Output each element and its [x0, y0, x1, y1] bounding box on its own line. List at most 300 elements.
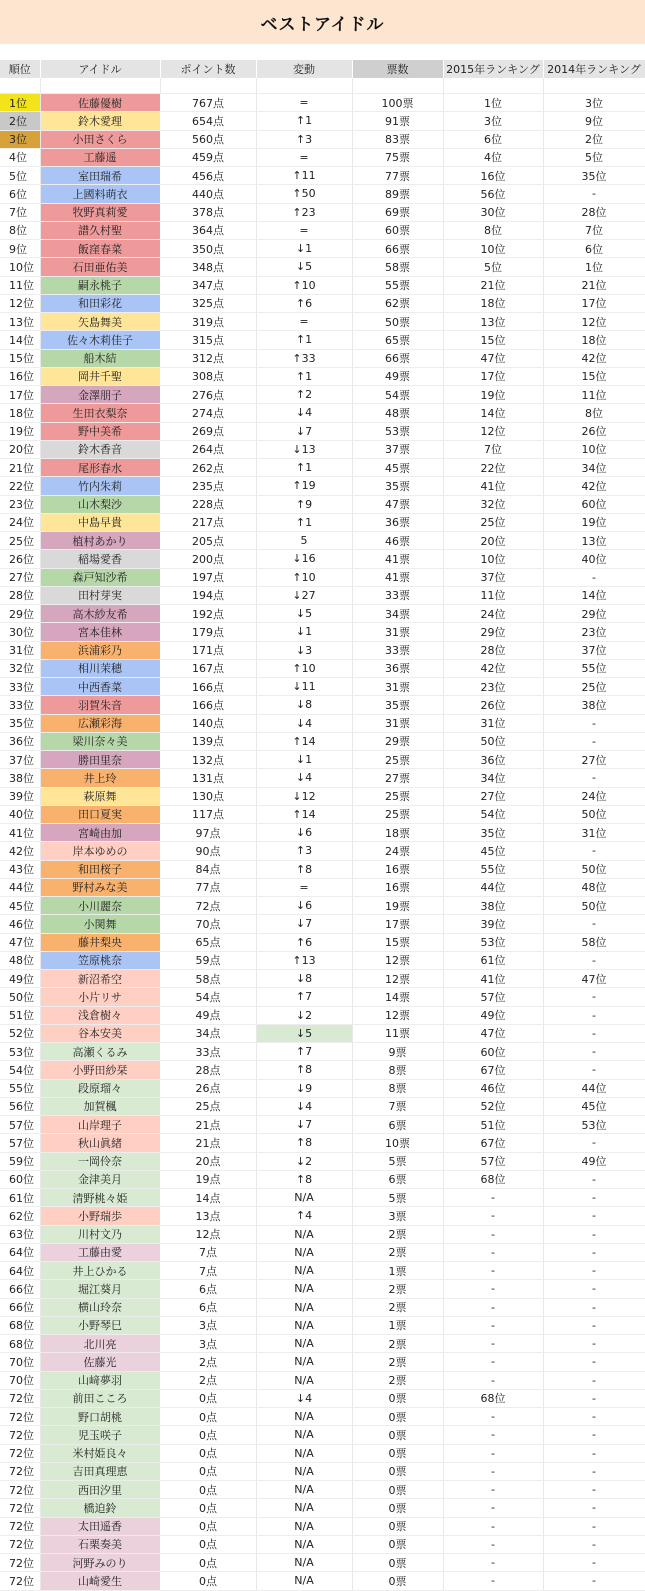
votes-cell: 2票 — [352, 1353, 443, 1371]
votes-cell: 0票 — [352, 1426, 443, 1444]
blank-cell — [0, 78, 40, 94]
change-cell: ↓1 — [256, 240, 352, 258]
rank-cell: 18位 — [0, 404, 40, 422]
ranking-2014-cell: 42位 — [543, 349, 645, 367]
table-row — [0, 1462, 645, 1480]
ranking-2015-cell: 50位 — [443, 732, 543, 750]
points-cell: 132点 — [160, 751, 256, 769]
change-cell: ↑3 — [256, 130, 352, 148]
change-cell: N/A — [256, 1517, 352, 1535]
table-row — [0, 988, 645, 1006]
idol-name-cell: 宮崎由加 — [40, 824, 160, 842]
points-cell: 0点 — [160, 1462, 256, 1480]
change-cell: ↑7 — [256, 988, 352, 1006]
ranking-2015-cell: 1位 — [443, 94, 543, 112]
idol-name-cell: 一岡伶奈 — [40, 1152, 160, 1170]
idol-name-cell: 前田こころ — [40, 1389, 160, 1407]
ranking-2014-cell: 2位 — [543, 130, 645, 148]
change-cell: ↑19 — [256, 477, 352, 495]
table-row — [0, 933, 645, 951]
ranking-2014-cell: 12位 — [543, 313, 645, 331]
idol-name-cell: 浅倉樹々 — [40, 1006, 160, 1024]
table-row — [0, 824, 645, 842]
table-row — [0, 440, 645, 458]
ranking-2014-cell: - — [543, 1189, 645, 1207]
ranking-2014-cell: 11位 — [543, 386, 645, 404]
votes-cell: 47票 — [352, 495, 443, 513]
points-cell: 12点 — [160, 1225, 256, 1243]
votes-cell: 2票 — [352, 1225, 443, 1243]
change-cell: N/A — [256, 1262, 352, 1280]
votes-cell: 24票 — [352, 842, 443, 860]
ranking-2014-cell: 3位 — [543, 94, 645, 112]
idol-name-cell: 小野瑞歩 — [40, 1207, 160, 1225]
idol-name-cell: 岡井千聖 — [40, 367, 160, 385]
table-row — [0, 787, 645, 805]
table-row — [0, 422, 645, 440]
votes-cell: 31票 — [352, 678, 443, 696]
ranking-2015-cell: 61位 — [443, 951, 543, 969]
points-cell: 325点 — [160, 294, 256, 312]
idol-name-cell: 堀江葵月 — [40, 1280, 160, 1298]
change-cell: ↓2 — [256, 1152, 352, 1170]
idol-name-cell: 高木紗友希 — [40, 605, 160, 623]
votes-cell: 25票 — [352, 787, 443, 805]
votes-cell: 35票 — [352, 696, 443, 714]
votes-cell: 7票 — [352, 1097, 443, 1115]
ranking-2014-cell: - — [543, 951, 645, 969]
votes-cell: 49票 — [352, 367, 443, 385]
rank-cell: 64位 — [0, 1262, 40, 1280]
ranking-2014-cell: 58位 — [543, 933, 645, 951]
rank-cell: 5位 — [0, 167, 40, 185]
ranking-2014-cell: 21位 — [543, 276, 645, 294]
header-idol: アイドル — [40, 60, 160, 78]
votes-cell: 0票 — [352, 1481, 443, 1499]
ranking-2015-cell: 26位 — [443, 696, 543, 714]
table-row — [0, 732, 645, 750]
points-cell: 459点 — [160, 148, 256, 166]
table-row — [0, 1152, 645, 1170]
change-cell: N/A — [256, 1554, 352, 1572]
ranking-2014-cell: 50位 — [543, 805, 645, 823]
ranking-2014-cell: - — [543, 1225, 645, 1243]
ranking-2015-cell: 67位 — [443, 1134, 543, 1152]
ranking-2014-cell: 6位 — [543, 240, 645, 258]
points-cell: 2点 — [160, 1371, 256, 1389]
ranking-2015-cell: - — [443, 1371, 543, 1389]
header-votes: 票数 — [352, 60, 443, 78]
idol-name-cell: 梁川奈々美 — [40, 732, 160, 750]
votes-cell: 34票 — [352, 605, 443, 623]
ranking-2015-cell: 27位 — [443, 787, 543, 805]
change-cell: ↓1 — [256, 751, 352, 769]
ranking-2015-cell: 44位 — [443, 878, 543, 896]
blank-cell — [256, 78, 352, 94]
ranking-2014-cell: - — [543, 1499, 645, 1517]
change-cell: ↑1 — [256, 112, 352, 130]
ranking-2014-cell: 27位 — [543, 751, 645, 769]
ranking-2014-cell: 48位 — [543, 878, 645, 896]
table-row — [0, 751, 645, 769]
points-cell: 166点 — [160, 678, 256, 696]
points-cell: 84点 — [160, 860, 256, 878]
ranking-2014-cell: - — [543, 732, 645, 750]
points-cell: 315点 — [160, 331, 256, 349]
votes-cell: 33票 — [352, 586, 443, 604]
rank-cell: 7位 — [0, 203, 40, 221]
rank-cell: 56位 — [0, 1097, 40, 1115]
rank-cell: 62位 — [0, 1207, 40, 1225]
change-cell: ↓2 — [256, 1006, 352, 1024]
table-row — [0, 495, 645, 513]
ranking-2014-cell: 19位 — [543, 513, 645, 531]
ranking-2014-cell: - — [543, 1572, 645, 1590]
change-cell: ↓6 — [256, 897, 352, 915]
idol-name-cell: 広瀬彩海 — [40, 714, 160, 732]
change-cell: ↑10 — [256, 659, 352, 677]
ranking-2015-cell: - — [443, 1243, 543, 1261]
rank-cell: 37位 — [0, 751, 40, 769]
idol-name-cell: 小田さくら — [40, 130, 160, 148]
ranking-2015-cell: 17位 — [443, 367, 543, 385]
change-cell: ↑11 — [256, 167, 352, 185]
ranking-2014-cell: - — [543, 1298, 645, 1316]
ranking-2014-cell: 53位 — [543, 1116, 645, 1134]
change-cell: N/A — [256, 1535, 352, 1553]
idol-name-cell: 野中美希 — [40, 422, 160, 440]
change-cell: ↓8 — [256, 696, 352, 714]
ranking-2015-cell: 23位 — [443, 678, 543, 696]
votes-cell: 46票 — [352, 532, 443, 550]
table-row — [0, 605, 645, 623]
votes-cell: 0票 — [352, 1554, 443, 1572]
ranking-2015-cell: 16位 — [443, 167, 543, 185]
table-row — [0, 1043, 645, 1061]
ranking-2015-cell: 68位 — [443, 1170, 543, 1188]
ranking-2014-cell: 50位 — [543, 860, 645, 878]
idol-name-cell: 尾形春水 — [40, 459, 160, 477]
change-cell: N/A — [256, 1481, 352, 1499]
ranking-2015-cell: 28位 — [443, 641, 543, 659]
votes-cell: 91票 — [352, 112, 443, 130]
change-cell: N/A — [256, 1316, 352, 1334]
ranking-2014-cell: - — [543, 1481, 645, 1499]
votes-cell: 29票 — [352, 732, 443, 750]
table-row — [0, 1262, 645, 1280]
votes-cell: 54票 — [352, 386, 443, 404]
idol-name-cell: 浜浦彩乃 — [40, 641, 160, 659]
rank-cell: 9位 — [0, 240, 40, 258]
points-cell: 49点 — [160, 1006, 256, 1024]
votes-cell: 5票 — [352, 1152, 443, 1170]
rank-cell: 12位 — [0, 294, 40, 312]
ranking-2015-cell: 15位 — [443, 331, 543, 349]
rank-cell: 48位 — [0, 951, 40, 969]
change-cell: ↑10 — [256, 276, 352, 294]
table-row — [0, 1316, 645, 1334]
rank-cell: 40位 — [0, 805, 40, 823]
idol-name-cell: 矢島舞美 — [40, 313, 160, 331]
table-row — [0, 331, 645, 349]
idol-name-cell: 石田亜佑美 — [40, 258, 160, 276]
change-cell: ↓4 — [256, 769, 352, 787]
points-cell: 0点 — [160, 1572, 256, 1590]
change-cell: ↑1 — [256, 513, 352, 531]
ranking-2014-cell: 18位 — [543, 331, 645, 349]
change-cell: N/A — [256, 1499, 352, 1517]
ranking-2014-cell: - — [543, 1535, 645, 1553]
change-cell: ↓7 — [256, 422, 352, 440]
points-cell: 274点 — [160, 404, 256, 422]
rank-cell: 47位 — [0, 933, 40, 951]
rank-cell: 61位 — [0, 1189, 40, 1207]
votes-cell: 35票 — [352, 477, 443, 495]
points-cell: 25点 — [160, 1097, 256, 1115]
change-cell: ↓4 — [256, 714, 352, 732]
points-cell: 6点 — [160, 1298, 256, 1316]
change-cell: N/A — [256, 1189, 352, 1207]
points-cell: 308点 — [160, 367, 256, 385]
ranking-2014-cell: - — [543, 1389, 645, 1407]
ranking-2015-cell: 42位 — [443, 659, 543, 677]
table-row — [0, 258, 645, 276]
votes-cell: 65票 — [352, 331, 443, 349]
ranking-2015-cell: 20位 — [443, 532, 543, 550]
votes-cell: 31票 — [352, 714, 443, 732]
ranking-2015-cell: 47位 — [443, 349, 543, 367]
idol-name-cell: 横山玲奈 — [40, 1298, 160, 1316]
ranking-2014-cell: - — [543, 568, 645, 586]
change-cell: ↑13 — [256, 951, 352, 969]
ranking-2014-cell: - — [543, 988, 645, 1006]
ranking-2014-cell: - — [543, 1043, 645, 1061]
table-row — [0, 1134, 645, 1152]
ranking-2015-cell: 38位 — [443, 897, 543, 915]
change-cell: N/A — [256, 1444, 352, 1462]
ranking-2015-cell: 11位 — [443, 586, 543, 604]
ranking-2014-cell: 28位 — [543, 203, 645, 221]
table-row — [0, 842, 645, 860]
ranking-2015-cell: 4位 — [443, 148, 543, 166]
points-cell: 179点 — [160, 623, 256, 641]
idol-name-cell: 秋山眞緒 — [40, 1134, 160, 1152]
change-cell: ↓12 — [256, 787, 352, 805]
table-row — [0, 148, 645, 166]
rank-cell: 59位 — [0, 1152, 40, 1170]
rank-cell: 57位 — [0, 1116, 40, 1134]
change-cell: ↑50 — [256, 185, 352, 203]
change-cell: ↑23 — [256, 203, 352, 221]
change-cell: ↑10 — [256, 568, 352, 586]
rank-cell: 29位 — [0, 605, 40, 623]
ranking-2015-cell: - — [443, 1426, 543, 1444]
points-cell: 167点 — [160, 659, 256, 677]
change-cell: ↓4 — [256, 404, 352, 422]
table-row — [0, 1298, 645, 1316]
change-cell: N/A — [256, 1426, 352, 1444]
points-cell: 166点 — [160, 696, 256, 714]
page-title: ベストアイドル — [0, 0, 645, 44]
points-cell: 65点 — [160, 933, 256, 951]
votes-cell: 6票 — [352, 1116, 443, 1134]
table-row — [0, 1353, 645, 1371]
change-cell: N/A — [256, 1371, 352, 1389]
rank-cell: 72位 — [0, 1426, 40, 1444]
rank-cell: 4位 — [0, 148, 40, 166]
rank-cell: 19位 — [0, 422, 40, 440]
change-cell: ↓4 — [256, 1389, 352, 1407]
change-cell: ↑8 — [256, 1170, 352, 1188]
idol-name-cell: 宮本佳林 — [40, 623, 160, 641]
rank-cell: 36位 — [0, 732, 40, 750]
ranking-2014-cell: - — [543, 915, 645, 933]
table-row — [0, 1207, 645, 1225]
rank-cell: 66位 — [0, 1280, 40, 1298]
votes-cell: 37票 — [352, 440, 443, 458]
votes-cell: 14票 — [352, 988, 443, 1006]
ranking-2014-cell: - — [543, 769, 645, 787]
idol-name-cell: 小川麗奈 — [40, 897, 160, 915]
votes-cell: 48票 — [352, 404, 443, 422]
change-cell: ↓9 — [256, 1079, 352, 1097]
votes-cell: 19票 — [352, 897, 443, 915]
table-row — [0, 477, 645, 495]
table-row — [0, 1371, 645, 1389]
rank-cell: 3位 — [0, 130, 40, 148]
table-row — [0, 1225, 645, 1243]
votes-cell: 100票 — [352, 94, 443, 112]
ranking-2014-cell: 29位 — [543, 605, 645, 623]
points-cell: 97点 — [160, 824, 256, 842]
ranking-2014-cell: - — [543, 1554, 645, 1572]
idol-name-cell: 河野みのり — [40, 1554, 160, 1572]
blank-row — [0, 78, 645, 94]
points-cell: 440点 — [160, 185, 256, 203]
rank-cell: 30位 — [0, 623, 40, 641]
ranking-2014-cell: 7位 — [543, 221, 645, 239]
votes-cell: 33票 — [352, 641, 443, 659]
ranking-2014-cell: 8位 — [543, 404, 645, 422]
rank-cell: 11位 — [0, 276, 40, 294]
votes-cell: 2票 — [352, 1335, 443, 1353]
points-cell: 200点 — [160, 550, 256, 568]
rank-cell: 26位 — [0, 550, 40, 568]
points-cell: 312点 — [160, 349, 256, 367]
points-cell: 217点 — [160, 513, 256, 531]
idol-name-cell: 船木結 — [40, 349, 160, 367]
votes-cell: 0票 — [352, 1462, 443, 1480]
rank-cell: 63位 — [0, 1225, 40, 1243]
idol-name-cell: 和田桜子 — [40, 860, 160, 878]
table-row — [0, 386, 645, 404]
change-cell: = — [256, 148, 352, 166]
points-cell: 348点 — [160, 258, 256, 276]
ranking-2014-cell: 38位 — [543, 696, 645, 714]
ranking-2015-cell: 13位 — [443, 313, 543, 331]
votes-cell: 50票 — [352, 313, 443, 331]
table-row — [0, 294, 645, 312]
ranking-2015-cell: 32位 — [443, 495, 543, 513]
idol-name-cell: 山崎愛生 — [40, 1572, 160, 1590]
idol-name-cell: 藤井梨央 — [40, 933, 160, 951]
table-row — [0, 769, 645, 787]
table-row — [0, 459, 645, 477]
idol-name-cell: 小関舞 — [40, 915, 160, 933]
points-cell: 0点 — [160, 1408, 256, 1426]
votes-cell: 62票 — [352, 294, 443, 312]
ranking-2015-cell: 22位 — [443, 459, 543, 477]
ranking-2015-cell: 60位 — [443, 1043, 543, 1061]
rank-cell: 16位 — [0, 367, 40, 385]
rank-cell: 14位 — [0, 331, 40, 349]
idol-name-cell: 加賀楓 — [40, 1097, 160, 1115]
table-row — [0, 1389, 645, 1407]
change-cell: ↑6 — [256, 933, 352, 951]
ranking-2015-cell: - — [443, 1353, 543, 1371]
table-row — [0, 1426, 645, 1444]
change-cell: N/A — [256, 1408, 352, 1426]
table-row — [0, 641, 645, 659]
ranking-2014-cell: - — [543, 1408, 645, 1426]
header-rank: 順位 — [0, 60, 40, 78]
idol-name-cell: 高瀬くるみ — [40, 1043, 160, 1061]
ranking-2014-cell: 9位 — [543, 112, 645, 130]
ranking-2015-cell: 18位 — [443, 294, 543, 312]
change-cell: ↑7 — [256, 1043, 352, 1061]
ranking-2014-cell: 15位 — [543, 367, 645, 385]
header-2015-ranking: 2015年ランキング — [443, 60, 543, 78]
ranking-2015-cell: - — [443, 1262, 543, 1280]
ranking-2014-cell: 45位 — [543, 1097, 645, 1115]
idol-name-cell: 北川亮 — [40, 1335, 160, 1353]
idol-name-cell: 稲場愛香 — [40, 550, 160, 568]
points-cell: 0点 — [160, 1499, 256, 1517]
points-cell: 0点 — [160, 1554, 256, 1572]
points-cell: 58点 — [160, 970, 256, 988]
table-row — [0, 1554, 645, 1572]
ranking-2014-cell: 26位 — [543, 422, 645, 440]
votes-cell: 66票 — [352, 240, 443, 258]
table-row — [0, 915, 645, 933]
idol-name-cell: 上國料萌衣 — [40, 185, 160, 203]
blank-cell — [160, 78, 256, 94]
idol-name-cell: 西田汐里 — [40, 1481, 160, 1499]
table-row — [0, 1280, 645, 1298]
idol-name-cell: 中西香菜 — [40, 678, 160, 696]
idol-name-cell: 井上ひかる — [40, 1262, 160, 1280]
change-cell: ↑8 — [256, 1061, 352, 1079]
idol-name-cell: 室田瑞希 — [40, 167, 160, 185]
ranking-2015-cell: 35位 — [443, 824, 543, 842]
votes-cell: 12票 — [352, 970, 443, 988]
table-row — [0, 1116, 645, 1134]
change-cell: 5 — [256, 532, 352, 550]
points-cell: 90点 — [160, 842, 256, 860]
rank-cell: 22位 — [0, 477, 40, 495]
idol-name-cell: 中島早貴 — [40, 513, 160, 531]
change-cell: ↓11 — [256, 678, 352, 696]
points-cell: 197点 — [160, 568, 256, 586]
ranking-2015-cell: 3位 — [443, 112, 543, 130]
rank-cell: 27位 — [0, 568, 40, 586]
rank-cell: 17位 — [0, 386, 40, 404]
idol-name-cell: 鈴木愛理 — [40, 112, 160, 130]
table-row — [0, 1335, 645, 1353]
idol-name-cell: 佐々木莉佳子 — [40, 331, 160, 349]
change-cell: ↓13 — [256, 440, 352, 458]
rank-cell: 31位 — [0, 641, 40, 659]
